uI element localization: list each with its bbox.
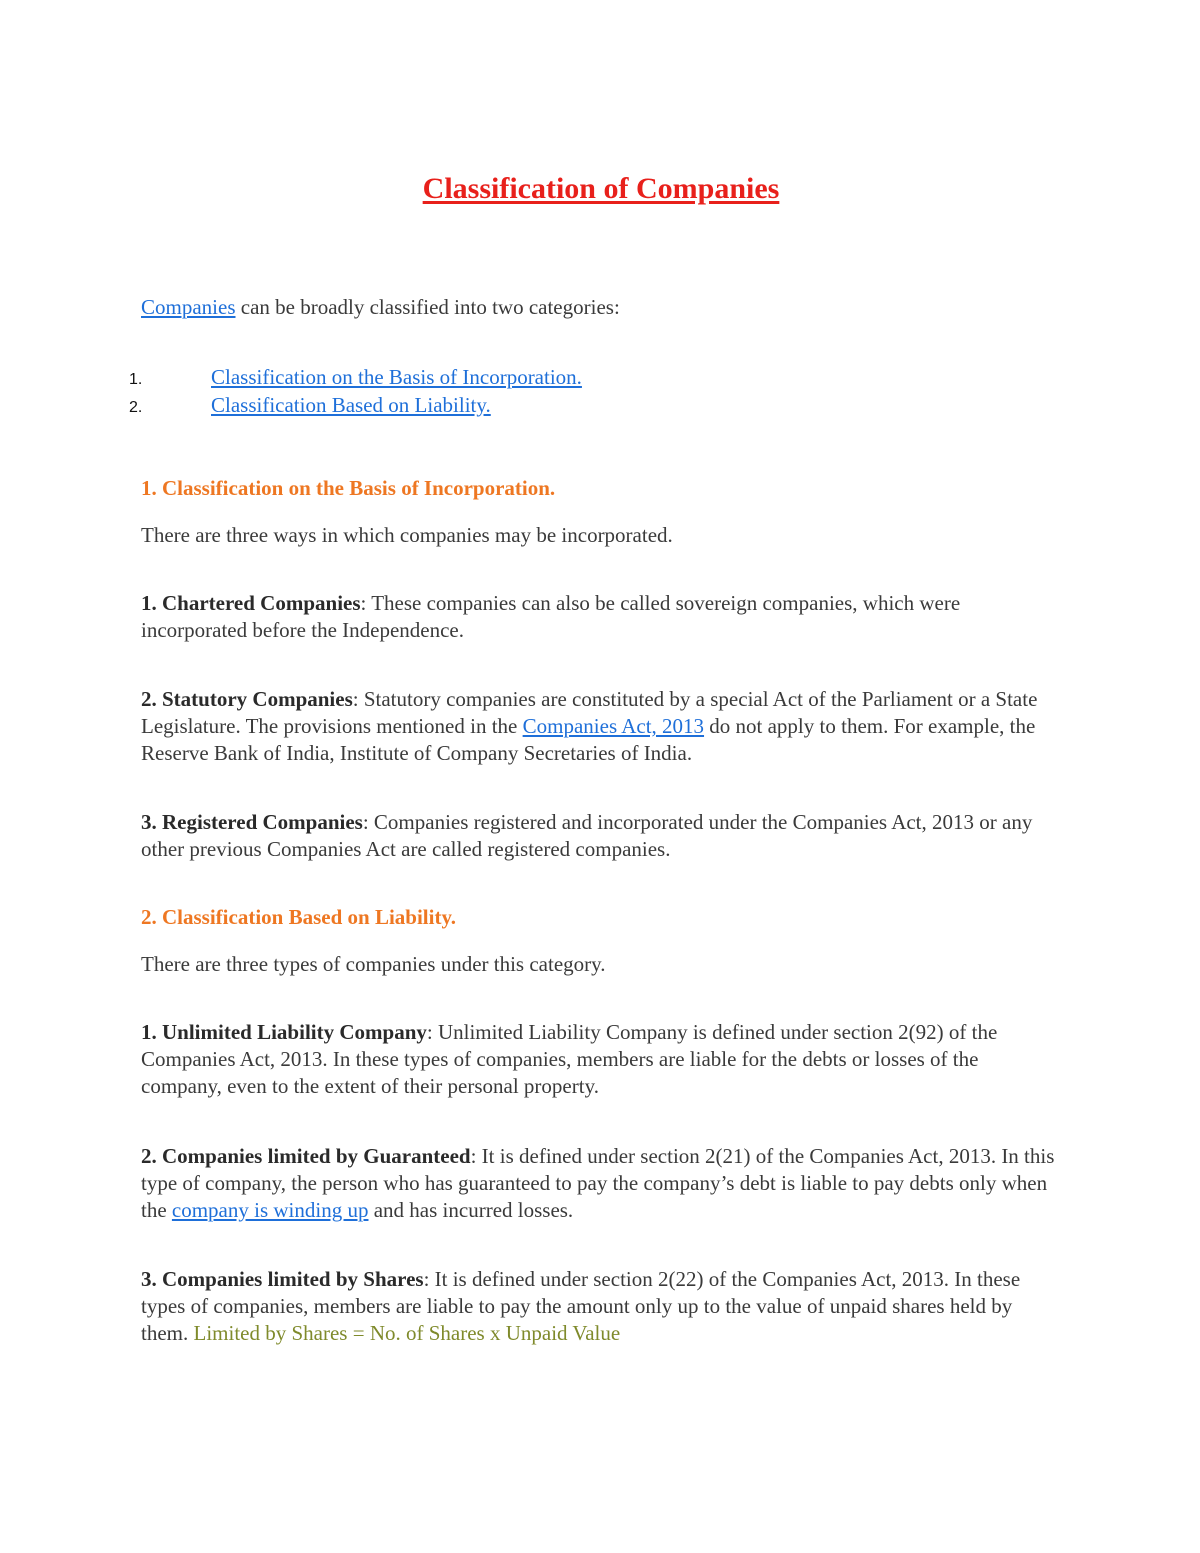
section2-intro: There are three types of companies under this category. bbox=[141, 952, 606, 976]
item-chartered-companies bbox=[141, 590, 1061, 644]
page-title: Classification of Companies bbox=[422, 172, 780, 205]
toc-link-incorporation[interactable]: Classification on the Basis of Incorporation. bbox=[211, 365, 582, 389]
item-unlimited-liability bbox=[141, 1019, 1061, 1100]
toc-item-2 bbox=[129, 391, 1029, 422]
item-limited-by-shares bbox=[141, 1266, 1061, 1347]
winding-up-link[interactable]: company is winding up bbox=[171, 1198, 369, 1222]
intro-text: can be broadly classified into two categories: bbox=[235, 295, 620, 319]
item-text: : Unlimited Liability Company is defined under section 2(92) of the Companies Act, 2013. In these types of companies, members are liable for the debts or losses of the company, even to the extent of their personal property. bbox=[141, 1020, 998, 1098]
shares-formula: Limited by Shares = No. of Shares x Unpaid Value bbox=[193, 1321, 621, 1345]
toc-number: 1. bbox=[129, 371, 143, 388]
item-term: 1. Unlimited Liability Company bbox=[141, 1020, 427, 1044]
item-limited-by-guarantee bbox=[141, 1143, 1061, 1224]
item-text: do not apply to them. For example, the Reserve Bank of India, Institute of Company Secretaries of India. bbox=[141, 714, 1036, 765]
item-text: : Companies registered and incorporated under the Companies Act, 2013 or any other previous Companies Act are called registered companies. bbox=[141, 810, 1033, 861]
section-heading-liability: 2. Classification Based on Liability. bbox=[141, 905, 457, 929]
item-term: 3. Companies limited by Shares bbox=[141, 1267, 424, 1291]
toc-number: 2. bbox=[129, 399, 143, 416]
item-term: 3. Registered Companies bbox=[141, 810, 363, 834]
companies-act-link[interactable]: Companies Act, 2013 bbox=[522, 714, 705, 738]
item-text: : It is defined under section 2(21) of the Companies Act, 2013. In this type of company, the person who has guaranteed to pay the company’s debt is liable to pay debts only when the bbox=[141, 1144, 1055, 1222]
item-text: : It is defined under section 2(22) of the Companies Act, 2013. In these types of companies, members are liable to pay the amount only up to the value of unpaid shares held by them. bbox=[141, 1267, 1021, 1345]
toc-link-liability[interactable]: Classification Based on Liability. bbox=[211, 393, 491, 417]
toc-item-1 bbox=[129, 363, 1029, 394]
item-text: : These companies can also be called sovereign companies, which were incorporated before the Independence. bbox=[141, 591, 961, 642]
item-registered-companies bbox=[141, 809, 1061, 863]
section-heading-incorporation: 1. Classification on the Basis of Incorporation. bbox=[141, 476, 556, 500]
item-statutory-companies bbox=[141, 686, 1061, 767]
item-text: and has incurred losses. bbox=[368, 1198, 574, 1222]
item-text: : Statutory companies are constituted by a special Act of the Parliament or a State Legislature. The provisions mentioned in the bbox=[141, 687, 1038, 738]
intro-paragraph bbox=[141, 294, 1061, 321]
item-term: 2. Statutory Companies bbox=[141, 687, 353, 711]
item-term: 1. Chartered Companies bbox=[141, 591, 361, 615]
section1-intro: There are three ways in which companies may be incorporated. bbox=[141, 523, 673, 547]
companies-link[interactable]: Companies bbox=[141, 295, 236, 319]
item-term: 2. Companies limited by Guaranteed bbox=[141, 1144, 471, 1168]
